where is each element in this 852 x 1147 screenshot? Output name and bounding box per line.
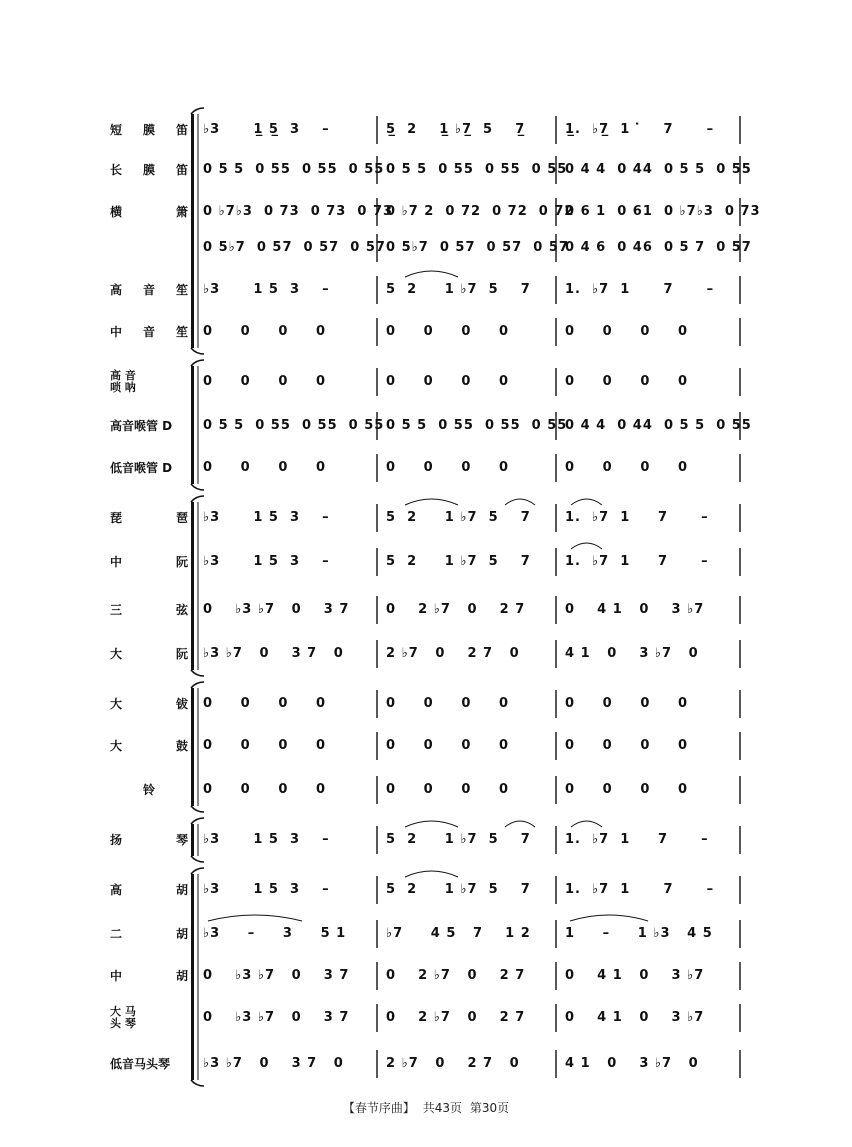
measure-2-zhonghu: 0 2 ♭7 0 2 7 [386,968,526,983]
measure-2-diyinhouguan: 0 0 0 0 [386,460,510,475]
measure-2-erhu: ♭7 4 5 7 1 2 [386,926,531,941]
system-bracket [191,114,194,348]
measure-1-daruan: ♭3 ♭7 0 3 7 0 [203,646,344,661]
instrument-label-char: 大 [110,739,123,753]
instrument-label-char: 阮 [175,647,188,661]
instrument-label-hengxiao1 [110,205,188,219]
instrument-label-char: 笙 [175,283,188,297]
measure-2-dabo: 0 0 0 0 [386,696,510,711]
measure-3-gaoyinsheng: 1. ♭7 1 7 – [565,282,715,297]
bracket-hook [191,108,204,114]
measure-1-dagu: 0 0 0 0 [203,738,327,753]
bracket-hook [191,818,204,824]
system-bracket [191,366,194,484]
bracket-hook [191,806,204,812]
measure-1-gaohu: ♭3 1 5 3 – [203,882,330,897]
instrument-label-dabo [110,697,188,711]
measure-3-hengxiao1: 0 6 1 0 61 0 ♭7♭3 0 73 [565,204,761,219]
system-bracket [191,502,194,670]
measure-1-hengxiao1: 0 ♭7♭3 0 73 0 73 0 73 [203,204,394,219]
instrument-label-char: 笛 [175,123,188,137]
instrument-label-char: 高 [110,283,123,297]
measure-3-changmodi: 0 4 4 0 44 0 5 5 0 55 [565,162,752,177]
footer-title: 【春节序曲】 [342,1101,415,1115]
slur-arc [405,871,458,877]
instrument-label-char: 大 [110,647,123,661]
instrument-label-char: 笙 [175,325,188,339]
slur-arc [571,821,602,827]
instrument-label-zhongyinsheng [110,325,188,339]
instrument-label-char: 音 [142,283,155,297]
instrument-label-char: 中 [110,325,123,339]
measure-3-diyinmatouqin: 4 1 0 3 ♭7 0 [565,1056,699,1071]
instrument-label-char: 笛 [175,163,188,177]
instrument-label-daruan [110,647,188,661]
measure-1-ling: 0 0 0 0 [203,782,327,797]
instrument-label-line1: 高 音 [110,369,136,382]
instrument-label-gaoyinsheng [110,283,188,297]
slur-arc [505,821,535,827]
instrument-label-char: 大 [110,697,123,711]
instrument-label-diyinhouguan: 低音喉管 D [110,461,173,475]
measure-2-pipa: 5 2 1 ♭7 5 7 [386,510,531,525]
slur-arc [405,271,458,277]
measure-3-pipa: 1. ♭7 1 7 – [565,510,709,525]
measure-1-erhu: ♭3 – 3 5 1 [203,926,347,941]
instrument-label-char: 横 [110,205,123,219]
instrument-label-char: 弦 [175,603,188,617]
measure-3-duanmodi: 1̲. ♭7̲ 1 ̇ 7 – [565,122,715,137]
instrument-label-line2: 头 琴 [110,1017,136,1030]
bracket-hook [191,348,204,354]
instrument-label-char: 胡 [175,927,188,941]
measure-1-diyinhouguan: 0 0 0 0 [203,460,327,475]
measure-2-dagu: 0 0 0 0 [386,738,510,753]
measure-3-ling: 0 0 0 0 [565,782,689,797]
measure-3-zhonghu: 0 4 1 0 3 ♭7 [565,968,705,983]
instrument-label-char: 琵 [110,511,123,525]
instrument-label-char: 中 [110,969,123,983]
instrument-label-sanxian [110,603,188,617]
measure-3-gaoyinsuona: 0 0 0 0 [565,374,689,389]
measure-2-daruan: 2 ♭7 0 2 7 0 [386,646,520,661]
instrument-label-char: 胡 [175,883,188,897]
instrument-label-char: 二 [110,927,123,941]
measure-3-hengxiao2: 0 4 6 0 46 0 5 7 0 57 [565,240,752,255]
measure-3-sanxian: 0 4 1 0 3 ♭7 [565,602,705,617]
measure-1-gaoyinsheng: ♭3 1 5 3 – [203,282,330,297]
measure-2-changmodi: 0 5 5 0 55 0 55 0 55 [386,162,568,177]
measure-3-damatouqin: 0 4 1 0 3 ♭7 [565,1010,705,1025]
measure-1-diyinmatouqin: ♭3 ♭7 0 3 7 0 [203,1056,344,1071]
measure-1-yangqin: ♭3 1 5 3 – [203,832,330,847]
instrument-label-line1: 大 马 [110,1005,136,1018]
measure-2-sanxian: 0 2 ♭7 0 2 7 [386,602,526,617]
measure-1-gaoyinhouguan: 0 5 5 0 55 0 55 0 55 [203,418,385,433]
bracket-hook [191,484,204,490]
measure-2-gaoyinsuona: 0 0 0 0 [386,374,510,389]
bracket-hook [191,856,204,862]
measure-2-duanmodi: 5̲ 2 1̲ ♭7̲ 5 7̲ [386,122,526,137]
system-bracket [191,688,194,806]
instrument-label-char: 钹 [175,697,188,711]
instrument-label-line2: 唢 呐 [110,381,136,394]
measure-2-zhongruan: 5 2 1 ♭7 5 7 [386,554,531,569]
bracket-hook [191,868,204,874]
measure-1-zhongyinsheng: 0 0 0 0 [203,324,327,339]
instrument-label-char: 膜 [142,163,155,177]
measure-1-dabo: 0 0 0 0 [203,696,327,711]
slur-arc [571,499,602,505]
instrument-label-char: 扬 [110,833,123,847]
instrument-label-char: 阮 [175,555,188,569]
measure-2-gaoyinhouguan: 0 5 5 0 55 0 55 0 55 [386,418,568,433]
instrument-label-char: 短 [110,123,123,137]
instrument-label-char: 中 [110,555,123,569]
measure-2-zhongyinsheng: 0 0 0 0 [386,324,510,339]
instrument-label-char: 箫 [175,205,188,219]
measure-2-yangqin: 5 2 1 ♭7 5 7 [386,832,531,847]
bracket-hook [191,670,204,676]
instrument-label-gaoyinhouguan: 高音喉管 D [110,419,173,433]
instrument-label-duanmodi [110,123,188,137]
instrument-label-char: 鼓 [175,739,188,753]
instrument-label-ling: 铃 [142,783,155,797]
instrument-label-char: 膜 [142,123,155,137]
bracket-hook [191,1080,204,1086]
measure-1-changmodi: 0 5 5 0 55 0 55 0 55 [203,162,385,177]
measure-2-damatouqin: 0 2 ♭7 0 2 7 [386,1010,526,1025]
measure-2-gaoyinsheng: 5 2 1 ♭7 5 7 [386,282,531,297]
instrument-label-damatouqin [110,1006,188,1030]
bracket-hook [191,360,204,366]
measure-1-hengxiao2: 0 5♭7 0 57 0 57 0 57 [203,240,386,255]
instrument-label-zhonghu [110,969,188,983]
instrument-label-dagu [110,739,188,753]
measure-3-erhu: 1 – 1 ♭3 4 5 [565,926,713,941]
slur-arc [405,821,458,827]
measure-3-yangqin: 1. ♭7 1 7 – [565,832,709,847]
measure-1-zhongruan: ♭3 1 5 3 – [203,554,330,569]
instrument-label-char: 长 [110,163,123,177]
measure-3-diyinhouguan: 0 0 0 0 [565,460,689,475]
slur-arc [208,915,302,921]
slur-arc [570,915,648,921]
measure-3-zhongruan: 1. ♭7 1 7 – [565,554,709,569]
footer-page-number: 第30页 [469,1101,510,1115]
instrument-label-erhu [110,927,188,941]
measure-2-hengxiao2: 0 5♭7 0 57 0 57 0 57 [386,240,569,255]
measure-2-ling: 0 0 0 0 [386,782,510,797]
measure-3-zhongyinsheng: 0 0 0 0 [565,324,689,339]
instrument-label-char: 琶 [175,511,188,525]
instrument-label-zhongruan [110,555,188,569]
measure-3-daruan: 4 1 0 3 ♭7 0 [565,646,699,661]
bracket-hook [191,682,204,688]
bracket-hook [191,496,204,502]
instrument-label-changmodi [110,163,188,177]
measure-3-gaohu: 1. ♭7 1 7 – [565,882,715,897]
measure-1-duanmodi: ♭3 1̲ 5̲ 3 – [203,122,330,137]
instrument-label-char: 音 [142,325,155,339]
instrument-label-pipa [110,511,188,525]
instrument-label-gaoyinsuona [110,370,188,394]
instrument-label-char: 三 [110,603,123,617]
instrument-label-gaohu [110,883,188,897]
measure-1-damatouqin: 0 ♭3 ♭7 0 3 7 [203,1010,350,1025]
slur-arc [571,543,602,549]
system-bracket [191,824,194,856]
page-footer [0,1099,852,1116]
instrument-label-yangqin [110,833,188,847]
measure-1-pipa: ♭3 1 5 3 – [203,510,330,525]
instrument-label-diyinmatouqin: 低音马头琴 [110,1057,171,1071]
footer-total-pages: 共43页 [422,1101,462,1115]
measure-3-dagu: 0 0 0 0 [565,738,689,753]
measure-2-gaohu: 5 2 1 ♭7 5 7 [386,882,531,897]
system-bracket [191,874,194,1080]
slur-arc [505,499,535,505]
measure-1-sanxian: 0 ♭3 ♭7 0 3 7 [203,602,350,617]
measure-3-dabo: 0 0 0 0 [565,696,689,711]
instrument-label-char: 琴 [175,833,188,847]
instrument-label-char: 高 [110,883,123,897]
measure-1-gaoyinsuona: 0 0 0 0 [203,374,327,389]
instrument-label-char: 胡 [175,969,188,983]
measure-2-hengxiao1: 0 ♭7 2 0 72 0 72 0 72 [386,204,575,219]
slur-arc [405,499,458,505]
measure-1-zhonghu: 0 ♭3 ♭7 0 3 7 [203,968,350,983]
measure-2-diyinmatouqin: 2 ♭7 0 2 7 0 [386,1056,520,1071]
measure-3-gaoyinhouguan: 0 4 4 0 44 0 5 5 0 55 [565,418,752,433]
